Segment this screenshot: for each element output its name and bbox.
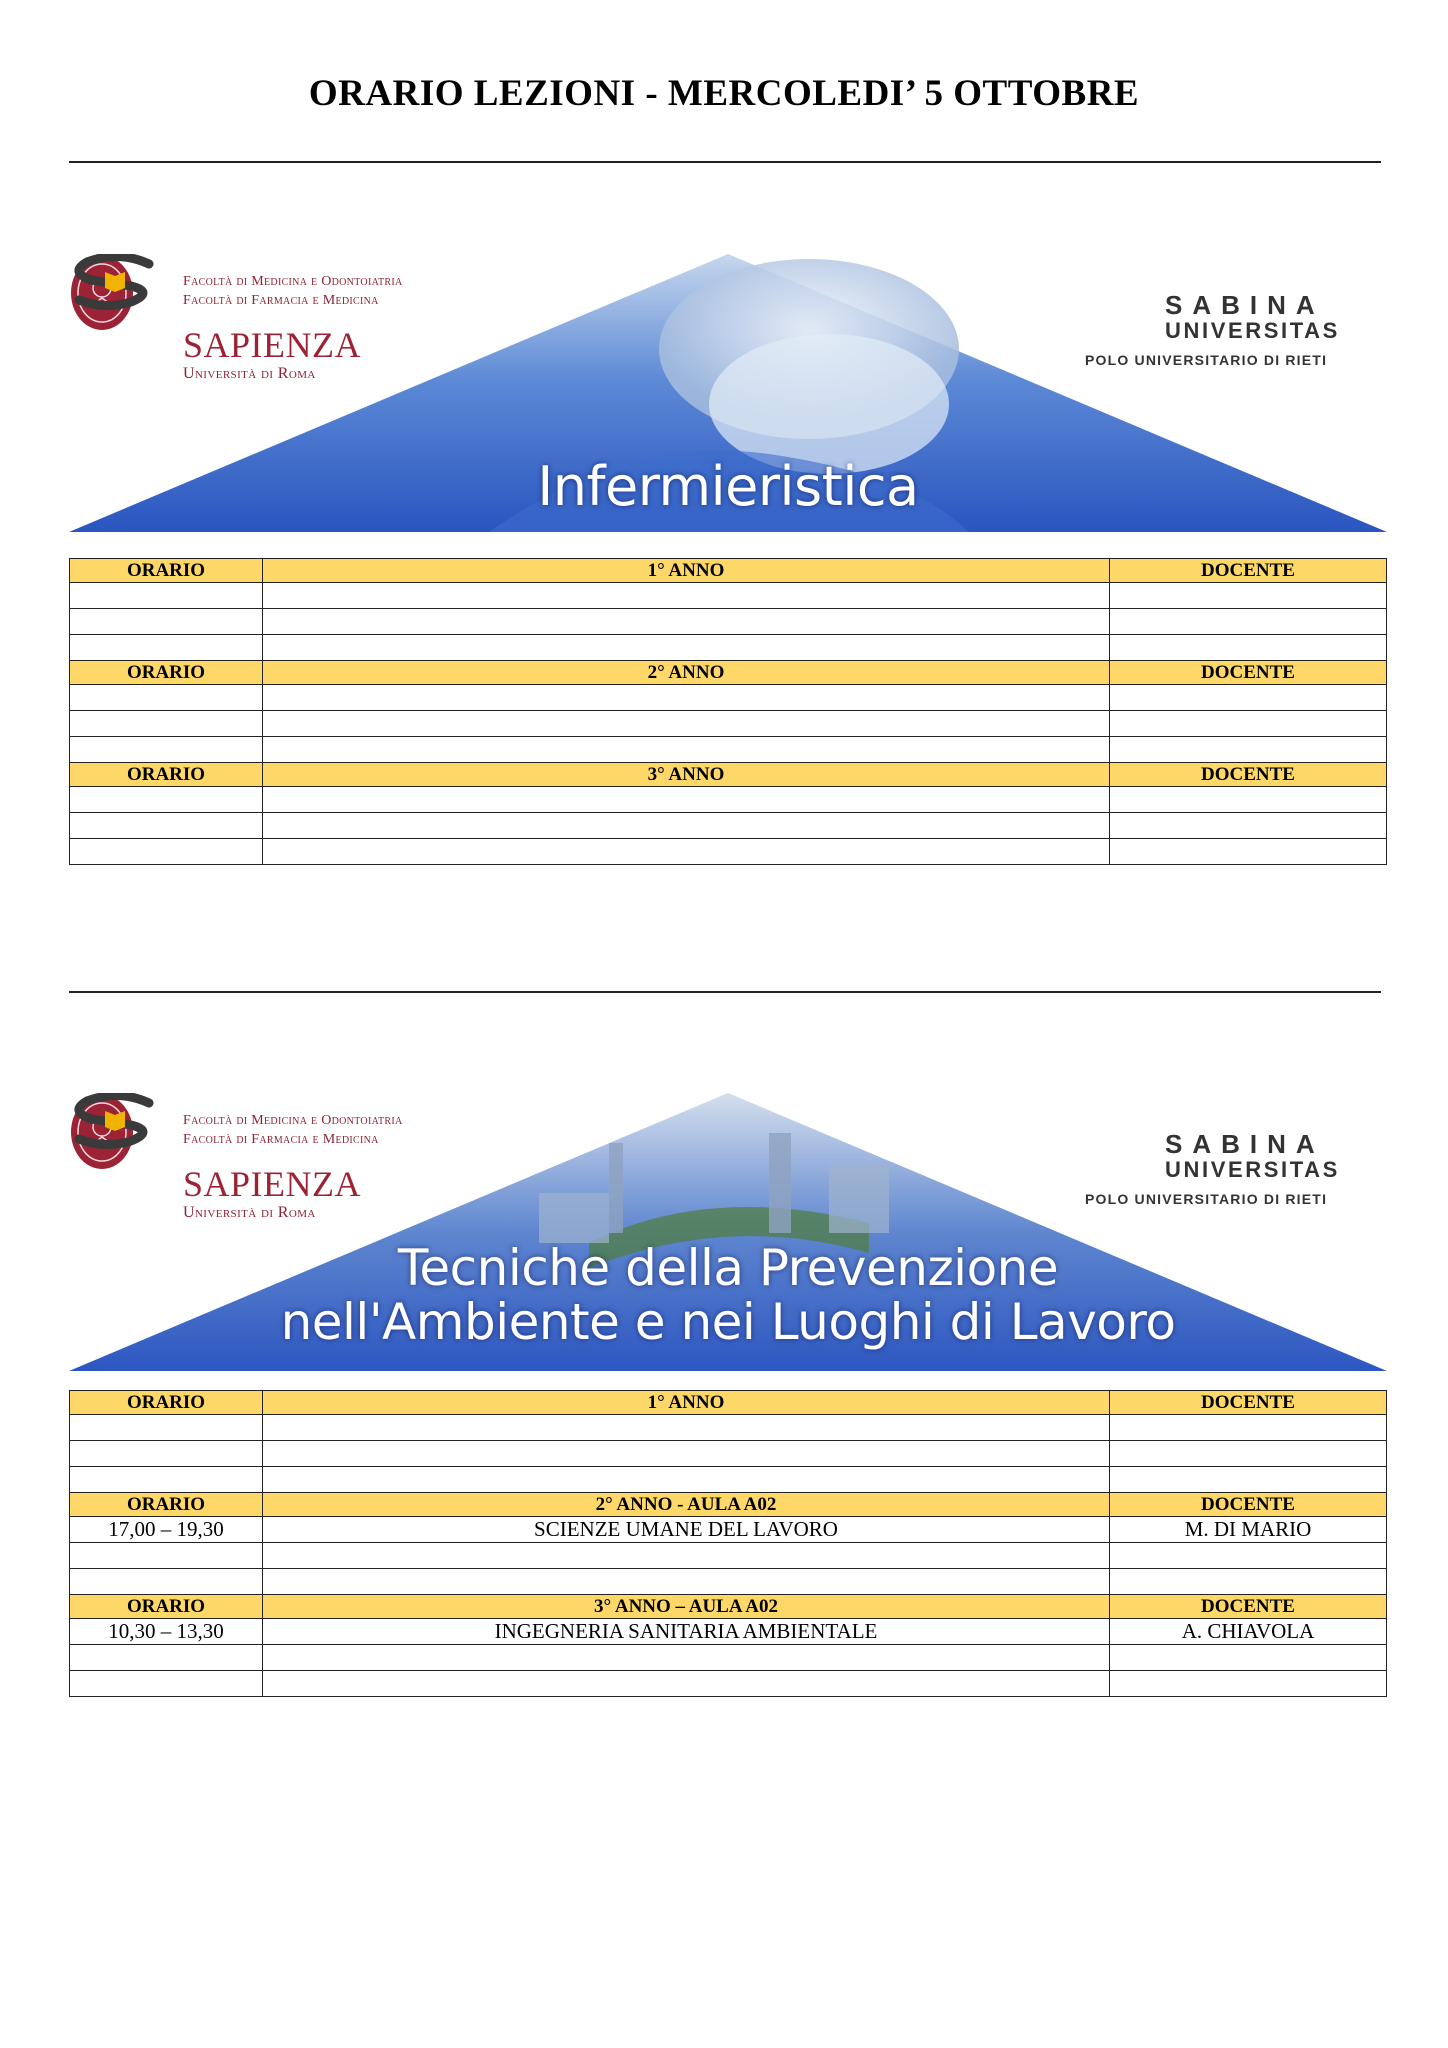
table-row — [70, 787, 1387, 813]
faculty-names: Facoltà di Medicina e Odontoiatria Facoltà di Farmacia e Medicina — [183, 274, 403, 308]
sabina-logo-icon — [69, 254, 161, 310]
header-orario: ORARIO — [70, 1391, 263, 1415]
header-anno: 3° ANNO – AULA A02 — [263, 1595, 1110, 1619]
page-title: ORARIO LEZIONI - MERCOLEDI’ 5 OTTOBRE — [308, 73, 1140, 114]
header-docente: DOCENTE — [1110, 763, 1387, 787]
partner-polo: POLO UNIVERSITARIO DI RIETI — [1085, 1191, 1328, 1207]
course-title: Infermieristica — [537, 455, 919, 518]
university-subtitle: Università di Roma — [183, 365, 316, 382]
course-title: Tecniche della Prevenzione nell'Ambiente e nei Luoghi di Lavoro — [280, 1239, 1176, 1351]
table-row — [70, 1619, 1387, 1645]
table-header-row — [70, 559, 1387, 583]
header-anno: 1° ANNO — [263, 559, 1110, 583]
partner-subtitle: UNIVERSITAS — [1165, 1157, 1340, 1182]
partner-polo: POLO UNIVERSITARIO DI RIETI — [1085, 352, 1328, 368]
banner-tecniche-prevenzione — [69, 1093, 1387, 1375]
header-anno: 2° ANNO — [263, 661, 1110, 685]
partner-name: SABINA — [1165, 1129, 1325, 1159]
table-row — [70, 1543, 1387, 1569]
header-orario: ORARIO — [70, 1493, 263, 1517]
header-anno: 3° ANNO — [263, 763, 1110, 787]
university-subtitle: Università di Roma — [183, 1204, 316, 1221]
table-row — [70, 1569, 1387, 1595]
header-anno: 1° ANNO — [263, 1391, 1110, 1415]
table-row — [70, 1517, 1387, 1543]
table-header-row — [70, 1493, 1387, 1517]
table-row — [70, 1441, 1387, 1467]
table-row — [70, 839, 1387, 865]
table-row — [70, 813, 1387, 839]
table-header-row — [70, 1391, 1387, 1415]
banner-infermieristica — [69, 254, 1387, 536]
table-header-row — [70, 763, 1387, 787]
header-docente: DOCENTE — [1110, 1493, 1387, 1517]
schedule-table-tecniche-prevenzione — [69, 1390, 1387, 1697]
sabina-logo-icon — [69, 1093, 161, 1149]
cell-orario: 17,00 – 19,30 — [70, 1517, 263, 1543]
cell-docente: M. DI MARIO — [1110, 1517, 1387, 1543]
cell-docente: A. CHIAVOLA — [1110, 1619, 1387, 1645]
table-header-row — [70, 1595, 1387, 1619]
cell-orario: 10,30 – 13,30 — [70, 1619, 263, 1645]
table-row — [70, 1415, 1387, 1441]
partner-subtitle: UNIVERSITAS — [1165, 318, 1340, 343]
header-orario: ORARIO — [70, 1595, 263, 1619]
cell-course: INGEGNERIA SANITARIA AMBIENTALE — [263, 1619, 1110, 1645]
header-docente: DOCENTE — [1110, 1391, 1387, 1415]
header-anno: 2° ANNO - AULA A02 — [263, 1493, 1110, 1517]
faculty-names: Facoltà di Medicina e Odontoiatria Facoltà di Farmacia e Medicina — [183, 1113, 403, 1147]
top-divider — [69, 161, 1381, 163]
table-row — [70, 1645, 1387, 1671]
header-orario: ORARIO — [70, 559, 263, 583]
schedule-table-infermieristica — [69, 558, 1387, 865]
header-docente: DOCENTE — [1110, 661, 1387, 685]
partner-name: SABINA — [1165, 290, 1325, 320]
table-header-row — [70, 661, 1387, 685]
table-row — [70, 737, 1387, 763]
header-docente: DOCENTE — [1110, 1595, 1387, 1619]
table-row — [70, 711, 1387, 737]
header-orario: ORARIO — [70, 763, 263, 787]
middle-divider — [69, 991, 1381, 993]
university-name: SAPIENZA — [183, 325, 362, 365]
cell-course: SCIENZE UMANE DEL LAVORO — [263, 1517, 1110, 1543]
table-row — [70, 635, 1387, 661]
table-row — [70, 1671, 1387, 1697]
header-orario: ORARIO — [70, 661, 263, 685]
header-docente: DOCENTE — [1110, 559, 1387, 583]
university-name: SAPIENZA — [183, 1164, 362, 1204]
table-row — [70, 583, 1387, 609]
table-row — [70, 685, 1387, 711]
table-row — [70, 1467, 1387, 1493]
table-row — [70, 609, 1387, 635]
